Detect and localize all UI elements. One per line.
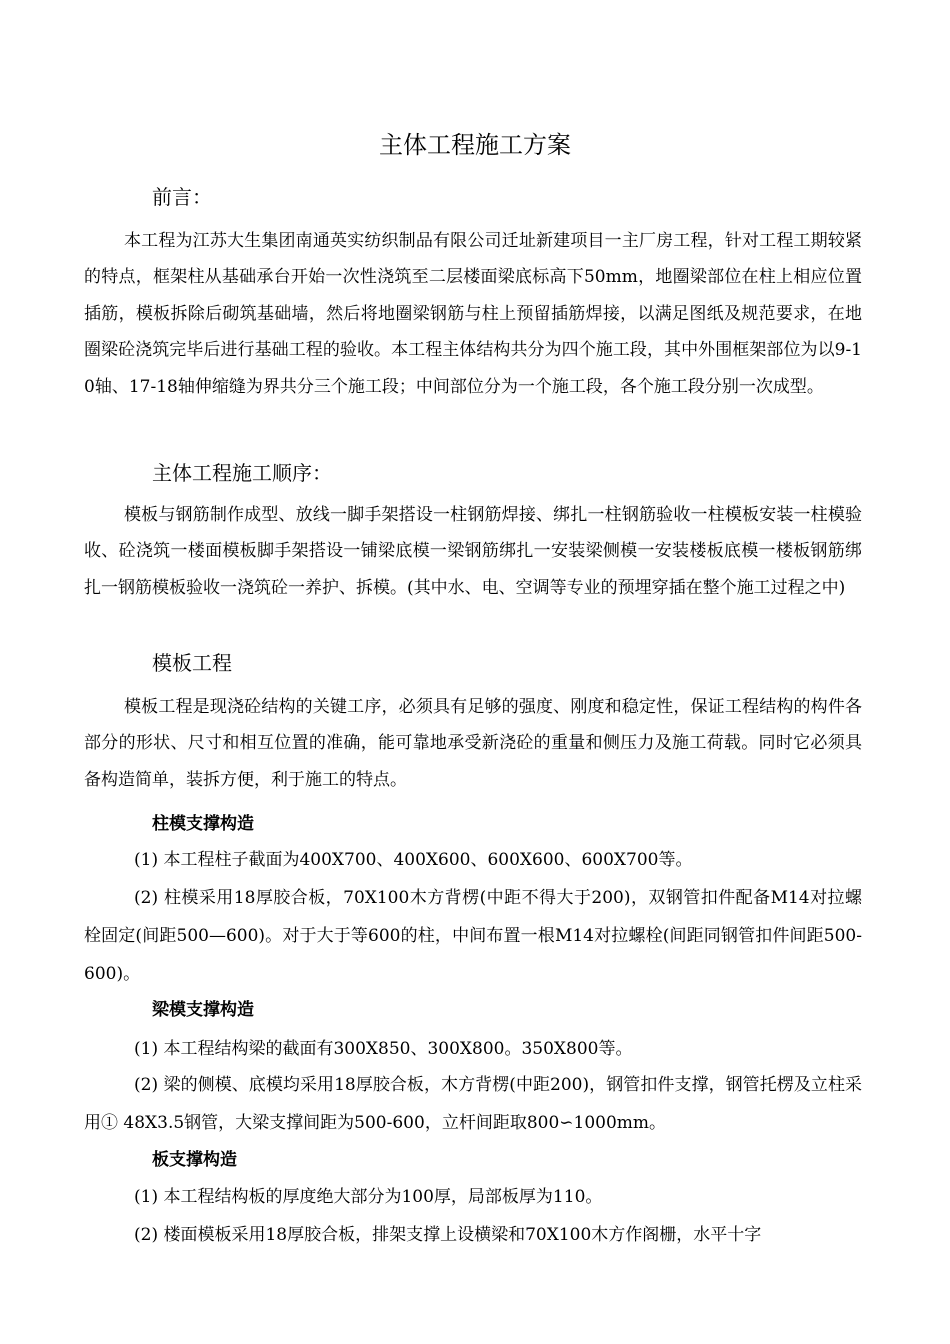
column-formwork-heading: 柱模支撑构造	[152, 814, 254, 834]
document-title: 主体工程施工方案	[379, 131, 571, 159]
slab-item-2: (2) 楼面模板采用18厚胶合板，排架支撑上设横梁和70X100木方作阁栅，水平十字	[134, 1225, 762, 1245]
preface-heading: 前言：	[152, 185, 212, 209]
sequence-heading: 主体工程施工顺序：	[152, 461, 332, 485]
preface-paragraph: 本工程为江苏大生集团南通英实纺织制品有限公司迁址新建项目一主厂房工程，针对工程工期较紧的特点，框架柱从基础承台开始一次性浇筑至二层楼面梁底标高下50mm，地圈梁部位在柱上相应位置插筋，模板拆除后砌筑基础墙，然后将地圈梁钢筋与柱上预留插筋焊接，以满足图纸及规范要求，在地圈梁砼浇筑完毕后进行基础工程的验收。本工程主体结构共分为四个施工段，其中外围框架部位为以9-10轴、17-18轴伸缩缝为界共分三个施工段；中间部位分为一个施工段，各个施工段分别一次成型。	[84, 231, 862, 397]
column-item-2: (2) 柱模采用18厚胶合板，70X100木方背楞(中距不得大于200)，双钢管扣件配备M14对拉螺栓固定(间距500—600)。对于大于等600的柱，中间布置一根M14对拉螺栓(间距同钢管扣件间距500-600)。	[84, 888, 862, 984]
beam-item-2: (2) 梁的侧模、底模均采用18厚胶合板，木方背楞(中距200)，钢管扣件支撑，钢管托楞及立柱采用① 48X3.5钢管，大梁支撑间距为500-600，立杆间距取800∽1000mm。	[84, 1075, 862, 1133]
slab-item-1: (1) 本工程结构板的厚度绝大部分为100厚，局部板厚为110。	[134, 1187, 603, 1207]
formwork-paragraph: 模板工程是现浇砼结构的关键工序，必须具有足够的强度、刚度和稳定性，保证工程结构的构件各部分的形状、尺寸和相互位置的准确，能可靠地承受新浇砼的重量和侧压力及施工荷载。同时它必须具备构造简单，装拆方便，利于施工的特点。	[84, 697, 862, 790]
beam-formwork-heading: 梁模支撑构造	[152, 1000, 254, 1020]
column-item-1: (1) 本工程柱子截面为400X700、400X600、600X600、600X700等。	[134, 850, 693, 870]
beam-item-1: (1) 本工程结构梁的截面有300X850、300X800。350X800等。	[134, 1039, 633, 1059]
sequence-paragraph: 模板与钢筋制作成型、放线一脚手架搭设一柱钢筋焊接、绑扎一柱钢筋验收一柱模板安装一柱模验收、砼浇筑一楼面模板脚手架搭设一铺梁底模一梁钢筋绑扎一安装梁侧模一安装楼板底模一楼板钢筋绑扎一钢筋模板验收一浇筑砼一养护、拆模。(其中水、电、空调等专业的预埋穿插在整个施工过程之中)	[84, 505, 862, 598]
formwork-heading: 模板工程	[152, 651, 232, 675]
slab-formwork-heading: 板支撑构造	[152, 1150, 237, 1170]
